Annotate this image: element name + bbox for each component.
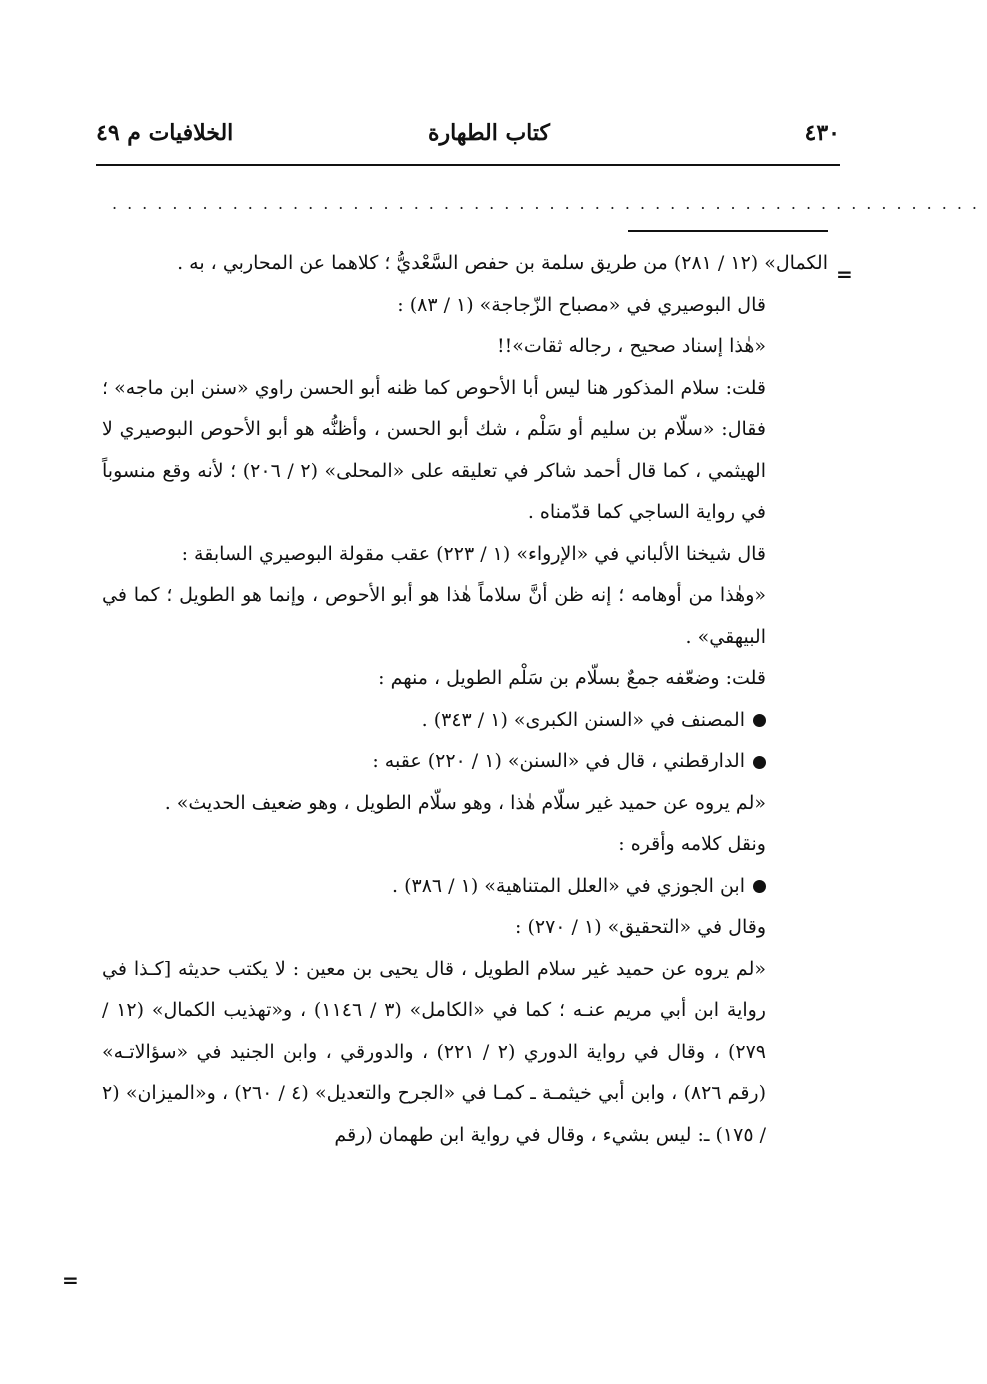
header-rule — [96, 164, 840, 166]
bullet-item: ابن الجوزي في «العلل المتناهية» (١ / ٣٨٦) . — [102, 866, 828, 908]
bullet-item: الدارقطني ، قال في «السنن» (١ / ٢٢٠) عقبه : — [102, 741, 828, 783]
page-number: ٤٣٠ — [804, 120, 840, 146]
paragraph: قال البوصيري في «مصباح الزّجاجة» (١ / ٨٣) : — [397, 293, 766, 316]
paragraph: قلت: سلام المذكور هنا ليس أبا الأحوص كما ظنه أبو الحسن راوي «سنن ابن ماجه» ؛ فقال: «سلّام بن سليم أو سَلْم ، شك أبو الحسن ، وأظنُّه هو أبو الأحوص البوصيري لا الهيثمي ، كما قال أحمد شاكر في تعليقه على «المحلى» (٢ / ٢٠٦) ؛ لأنه وقع منسوباً في رواية الساجي كما قدّمناه . — [102, 376, 766, 523]
continuation-mark-top: = — [836, 262, 853, 286]
continuation-mark-bottom: = — [62, 1268, 79, 1292]
paragraph: الكمال» (١٢ / ٢٨١) من طريق سلمة بن حفص السَّعْديُّ ؛ كلاهما عن المحاربي ، به . — [177, 252, 828, 274]
footnote-rule — [628, 230, 828, 232]
paragraph: وقال في «التحقيق» (١ / ٢٧٠) : — [515, 916, 766, 938]
quote: «لم يروه عن حميد غير سلام الطويل ، قال يحيى بن معين : لا يكتب حديثه [كـذا في رواية ابن أبي مريم عنـه ؛ كما في «الكامل» (٣ / ١١٤٦) ، و«تهذيب الكمال» (١٢ / ٢٧٩) ، وقال في رواية الدوري (٢ / ٢٢١) ، والدورقي ، وابن الجنيد في «سؤالاتـه» (رقم ٨٢٦) ، وابن أبي خيثمـة ـ كمـا في «الجرح والتعديل» (٤ / ٢٦٠) ، و«الميزان» (٢ / ١٧٥) ـ: ليس بشيء ، وقال في رواية ابن طهمان (رقم — [102, 957, 766, 1146]
bullet-item: المصنف في «السنن الكبرى» (١ / ٣٤٣) . — [102, 700, 828, 742]
quote: «وهٰذا من أوهامه ؛ إنه ظن أنَّ سلاماً هٰذا هو أبو الأحوص ، وإنما هو الطويل ؛ كما في البيهقي» . — [102, 584, 766, 648]
series-label: الخلافيات م ٤٩ — [96, 120, 234, 146]
page-header — [96, 120, 840, 156]
page-body — [102, 243, 828, 1156]
quote: «هٰذا إسناد صحيح ، رجاله ثقات»!! — [497, 335, 766, 357]
paragraph: ونقل كلامه وأقره : — [618, 833, 766, 855]
quote: «لم يروه عن حميد غير سلّام هٰذا ، وهو سلّام الطويل ، وهو ضعيف الحديث» . — [164, 791, 766, 814]
paragraph: قال شيخنا الألباني في «الإرواء» (١ / ٢٢٣) عقب مقولة البوصيري السابقة : — [181, 542, 766, 565]
dotted-separator: .......................................................... — [112, 194, 987, 213]
paragraph: قلت: وضعّفه جمعٌ بسلّام بن سَلْم الطويل ، منهم : — [378, 667, 766, 689]
book-title: كتاب الطهارة — [427, 120, 550, 146]
